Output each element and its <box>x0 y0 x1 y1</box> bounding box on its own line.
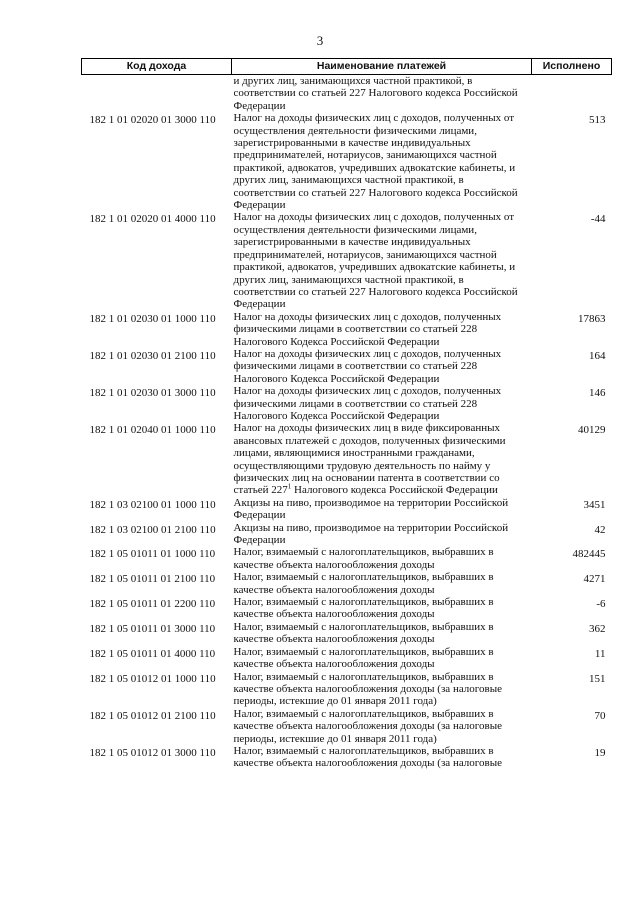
table-row <box>82 546 612 571</box>
table-row <box>82 621 612 646</box>
income-code <box>82 75 232 113</box>
table-row <box>82 211 612 310</box>
executed-amount: 4271 <box>583 573 606 586</box>
payment-name: Налог, взимаемый с налогоплательщиков, выбравших в качестве объекта налогообложения доходы <box>233 620 494 646</box>
income-code: 182 1 05 01011 01 3000 110 <box>89 622 216 635</box>
table-row <box>82 422 612 496</box>
page-number: 3 <box>316 33 324 48</box>
income-code: 182 1 01 02030 01 2100 110 <box>89 349 216 362</box>
header-code: Код дохода <box>82 59 232 75</box>
payment-name: Налог, взимаемый с налогоплательщиков, выбравших в качестве объекта налогообложения доходы (за налоговые периоды, истекшие до 01 января 2011 года) <box>233 670 503 708</box>
payment-name: Налог на доходы физических лиц с доходов, полученных физическими лицами в соответствии со статьей 228 Налогового Кодекса Российской Федерации <box>233 310 502 348</box>
header-name: Наименование платежей <box>232 59 532 75</box>
income-code: 182 1 01 02030 01 1000 110 <box>89 312 216 325</box>
payment-name-text: Налог на доходы физических лиц в виде фиксированных авансовых платежей с доходов, полученных физическими лицами, являющимися иностранными гражданами, осуществляющими трудовую деятельность по найму у физических лиц на основании патента в соответствии со статьей 227 <box>233 422 506 497</box>
income-code: 182 1 05 01011 01 1000 110 <box>89 548 216 561</box>
income-code: 182 1 03 02100 01 2100 110 <box>89 523 216 536</box>
payment-name: Налог, взимаемый с налогоплательщиков, выбравших в качестве объекта налогообложения доходы <box>233 571 494 596</box>
income-code: 182 1 01 02030 01 3000 110 <box>89 387 216 400</box>
payment-name <box>232 422 532 496</box>
income-code: 182 1 05 01012 01 1000 110 <box>89 672 216 685</box>
table-row <box>82 708 612 745</box>
income-code: 182 1 05 01011 01 4000 110 <box>89 647 216 660</box>
table-row <box>82 311 612 348</box>
income-code: 182 1 05 01011 01 2200 110 <box>89 598 216 611</box>
executed-amount: 40129 <box>578 424 606 437</box>
executed-amount: 482445 <box>572 548 606 561</box>
table-row <box>82 671 612 708</box>
table-row <box>82 646 612 671</box>
header-amount: Исполнено <box>532 59 612 75</box>
payment-name: Налог, взимаемый с налогоплательщиков, выбравших в качестве объекта налогообложения доходы <box>233 596 494 621</box>
income-code: 182 1 05 01011 01 2100 110 <box>89 573 216 586</box>
table-row <box>82 596 612 621</box>
payment-name: Налог, взимаемый с налогоплательщиков, выбравших в качестве объекта налогообложения доходы <box>233 546 494 571</box>
payment-name: Налог на доходы физических лиц с доходов, полученных физическими лицами в соответствии со статьей 228 Налогового Кодекса Российской Федерации <box>233 347 502 385</box>
executed-amount: 146 <box>589 387 606 400</box>
income-code: 182 1 03 02100 01 1000 110 <box>89 498 216 511</box>
table-row <box>82 112 612 211</box>
payment-name: Акцизы на пиво, производимое на территории Российской Федерации <box>233 496 509 522</box>
payment-name-tail: Налогового кодекса Российской Федерации <box>291 484 498 497</box>
executed-amount: 19 <box>594 746 606 759</box>
income-code: 182 1 05 01012 01 3000 110 <box>89 746 216 759</box>
income-code: 182 1 05 01012 01 2100 110 <box>89 709 216 722</box>
footnote-superscript: 1 <box>287 482 292 491</box>
payment-name: Акцизы на пиво, производимое на территории Российской Федерации <box>233 521 509 547</box>
payment-name: Налог, взимаемый с налогоплательщиков, выбравших в качестве объекта налогообложения доходы (за налоговые периоды, истекшие до 01 января 2011 года) <box>233 707 503 745</box>
table-body <box>82 75 612 770</box>
table-row <box>82 385 612 422</box>
executed-amount: 164 <box>589 349 606 362</box>
executed-amount: 11 <box>594 647 606 660</box>
table-row <box>82 522 612 547</box>
executed-amount: 42 <box>594 523 606 536</box>
payment-name: и других лиц, занимающихся частной практикой, в соответствии со статьей 227 Налогового кодекса Российской Федерации <box>233 75 518 112</box>
executed-amount <box>532 75 612 113</box>
executed-amount: 513 <box>589 114 606 127</box>
executed-amount: 362 <box>589 622 606 635</box>
executed-amount: 70 <box>594 709 606 722</box>
income-code: 182 1 01 02020 01 4000 110 <box>89 213 216 226</box>
table-header-row <box>82 59 612 75</box>
income-code: 182 1 01 02040 01 1000 110 <box>89 424 216 437</box>
executed-amount: -6 <box>596 598 606 611</box>
executed-amount: 3451 <box>583 498 606 511</box>
table-row <box>82 745 612 770</box>
payment-name: Налог на доходы физических лиц с доходов, полученных от осуществления деятельности физическими лицами, зарегистрированными в качестве индивидуальных предпринимателей, нотариусов, занимающихся частной практикой, адвокатов, учредивших адвокатские кабинеты, и других лиц, занимающихся частной практикой, в соответствии со статьей 227 Налогового кодекса Российской Федерации <box>233 112 518 212</box>
income-code: 182 1 01 02020 01 3000 110 <box>89 114 216 127</box>
table-row <box>82 75 612 113</box>
revenue-table <box>81 58 612 770</box>
table-row <box>82 348 612 385</box>
table-row <box>82 571 612 596</box>
executed-amount: -44 <box>590 213 606 226</box>
executed-amount: 151 <box>589 672 606 685</box>
payment-name: Налог, взимаемый с налогоплательщиков, выбравших в качестве объекта налогообложения доходы <box>233 645 494 671</box>
payment-name: Налог на доходы физических лиц с доходов, полученных физическими лицами в соответствии со статьей 228 Налогового Кодекса Российской Федерации <box>233 385 502 422</box>
executed-amount: 17863 <box>578 312 606 325</box>
table-row <box>82 497 612 522</box>
payment-name: Налог на доходы физических лиц с доходов, полученных от осуществления деятельности физическими лицами, зарегистрированными в качестве индивидуальных предпринимателей, нотариусов, занимающихся частной практикой, адвокатов, учредивших адвокатские кабинеты, и других лиц, занимающихся частной практикой, в соответствии со статьей 227 Налогового кодекса Российской Федерации <box>233 211 518 311</box>
payment-name: Налог, взимаемый с налогоплательщиков, выбравших в качестве объекта налогообложения доходы (за налоговые <box>233 744 503 770</box>
